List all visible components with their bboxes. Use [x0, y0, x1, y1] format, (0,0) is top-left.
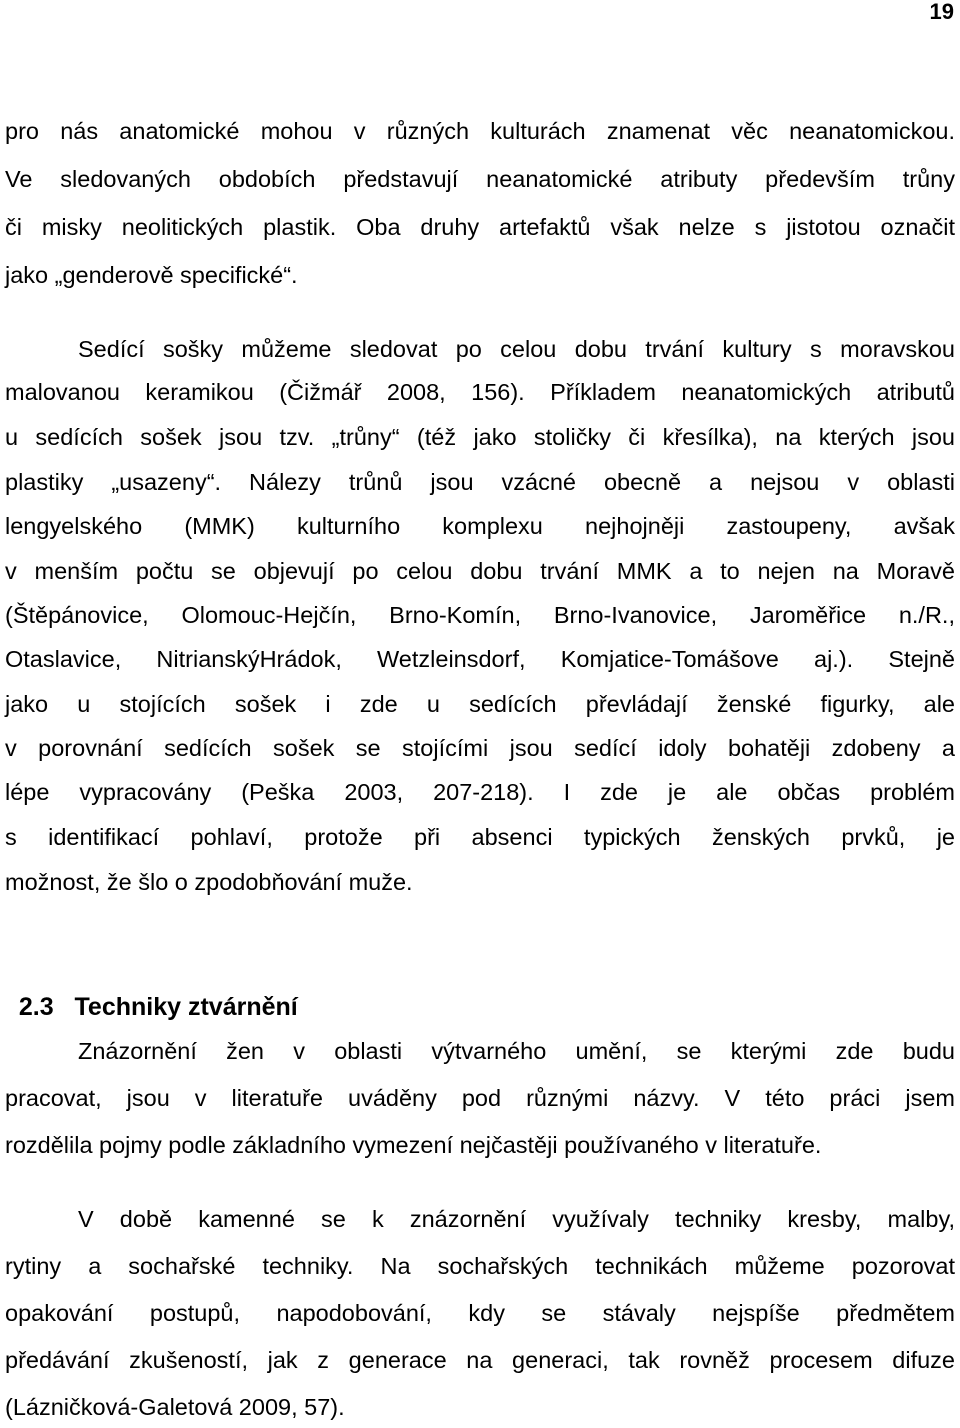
text-line: jako u stojících sošek i zde u sedících převládají ženské figurky, ale — [5, 691, 955, 717]
text-line: (Lázničková-Galetová 2009, 57). — [5, 1394, 345, 1420]
text-line: Ve sledovaných obdobích představují neanatomické atributy především trůny — [5, 166, 955, 192]
text-line: plastiky „usazeny“. Nálezy trůnů jsou vzácné obecně a nejsou v oblasti — [5, 469, 955, 495]
text-line: či misky neolitických plastik. Oba druhy artefaktů však nelze s jistotou označit — [5, 214, 955, 240]
text-line: Otaslavice, NitrianskýHrádok, Wetzleinsdorf, Komjatice-Tomášove aj.). Stejně — [5, 646, 955, 672]
text-line: Sedící sošky můžeme sledovat po celou dobu trvání kultury s moravskou — [78, 336, 955, 362]
text-line: opakování postupů, napodobování, kdy se stávaly nejspíše předmětem — [5, 1300, 955, 1326]
page-number: 19 — [929, 0, 954, 24]
text-line: s identifikací pohlaví, protože při absenci typických ženských prvků, je — [5, 824, 955, 850]
text-line: v porovnání sedících sošek se stojícími jsou sedící idoly bohatěji zdobeny a — [5, 735, 955, 761]
text-line: pracovat, jsou v literatuře uváděny pod různými názvy. V této práci jsem — [5, 1085, 955, 1111]
text-line: rytiny a sochařské techniky. Na sochařských technikách můžeme pozorovat — [5, 1253, 955, 1279]
text-line: V době kamenné se k znázornění využívaly techniky kresby, malby, — [78, 1206, 955, 1232]
text-line: rozdělila pojmy podle základního vymezení nejčastěji používaného v literatuře. — [5, 1132, 822, 1158]
section-heading — [5, 962, 298, 1022]
text-line: předávání zkušeností, jak z generace na generaci, tak rovněž procesem difuze — [5, 1347, 955, 1373]
text-line: u sedících sošek jsou tzv. „trůny“ (též jako stoličky či křesílka), na kterých jsou — [5, 424, 955, 450]
text-line: možnost, že šlo o zpodobňování muže. — [5, 869, 413, 895]
text-line: Znázornění žen v oblasti výtvarného umění, se kterými zde budu — [78, 1038, 955, 1064]
text-line: jako „genderově specifické“. — [5, 262, 298, 288]
text-line: pro nás anatomické mohou v různých kulturách znamenat věc neanatomickou. — [5, 118, 955, 144]
text-line: malovanou keramikou (Čižmář 2008, 156). Příkladem neanatomických atributů — [5, 379, 955, 405]
section-title: Techniky ztvárnění — [74, 993, 298, 1021]
text-line: (Štěpánovice, Olomouc-Hejčín, Brno-Komín, Brno-Ivanovice, Jaroměřice n./R., — [5, 602, 955, 628]
text-line: lengyelského (MMK) kulturního komplexu nejhojněji zastoupeny, avšak — [5, 513, 955, 539]
section-number: 2.3 — [18, 993, 54, 1021]
text-line: lépe vypracovány (Peška 2003, 207-218). I zde je ale občas problém — [5, 779, 955, 805]
text-line: v menším počtu se objevují po celou dobu trvání MMK a to nejen na Moravě — [5, 558, 955, 584]
